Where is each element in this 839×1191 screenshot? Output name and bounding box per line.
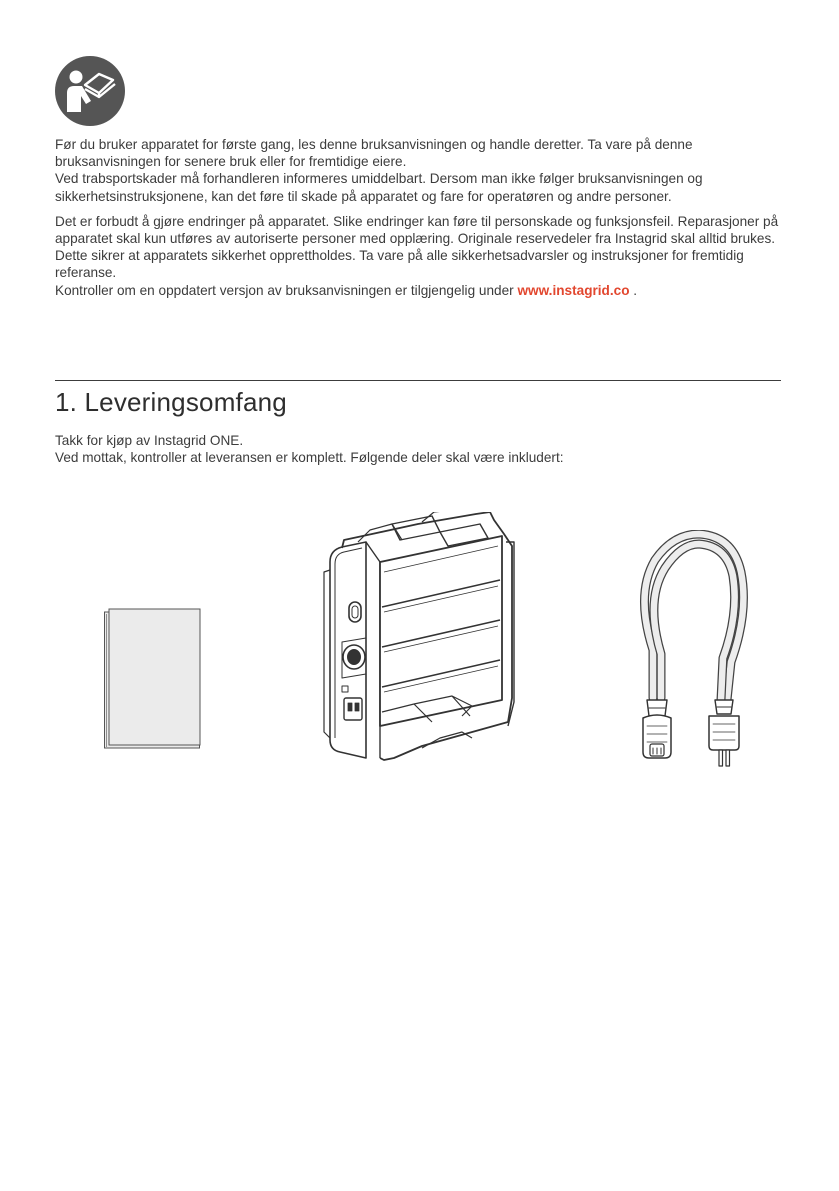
instagrid-link[interactable]: www.instagrid.co — [517, 282, 630, 298]
intro-paragraph-3: Det er forbudt å gjøre endringer på apparatet. Slike endringer kan føre til personskade og funksjonsfeil. Reparasjoner på apparatet skal kun utføres av autoriserte personer med opplæring. Originale reservedeler fra Instagrid skal alltid brukes. Dette sikrer at apparatets sikkerhet opprettholdes. Ta vare på alle sikkerhetsadvarsler og instruksjoner for fremtidig referanse. — [55, 213, 779, 281]
thanks-line: Takk for kjøp av Instagrid ONE. — [55, 433, 244, 448]
manual-booklet-illustration — [102, 608, 202, 750]
intro-paragraph-1: Før du bruker apparatet for første gang, les denne bruksanvisningen og handle deretter. Ta vare på denne bruksanvisningen for senere bruk eller for fremtidige eiere. — [55, 137, 693, 170]
check-delivery-line: Ved mottak, kontroller at leveransen er komplett. Følgende deler skal være inkludert: — [55, 450, 564, 466]
update-check-end: . — [629, 282, 638, 298]
instagrid-one-device-illustration — [322, 512, 518, 764]
section-title: 1. Leveringsomfang — [55, 387, 287, 417]
intro-text — [55, 136, 783, 299]
power-cable-illustration — [633, 530, 749, 770]
update-check-text: Kontroller om en oppdatert versjon av bruksanvisningen er tilgjengelig under — [55, 282, 518, 298]
section-divider — [55, 380, 781, 381]
intro-paragraph-4 — [55, 282, 783, 299]
delivery-text — [55, 432, 783, 466]
read-manual-icon — [55, 56, 125, 126]
intro-paragraph-2: Ved trabsportskader må forhandleren informeres umiddelbart. Dersom man ikke følger bruksanvisningen og sikkerhetsinstruksjonene, kan det føre til skade på apparatet og fare for operatøren og andre personer. — [55, 171, 703, 204]
